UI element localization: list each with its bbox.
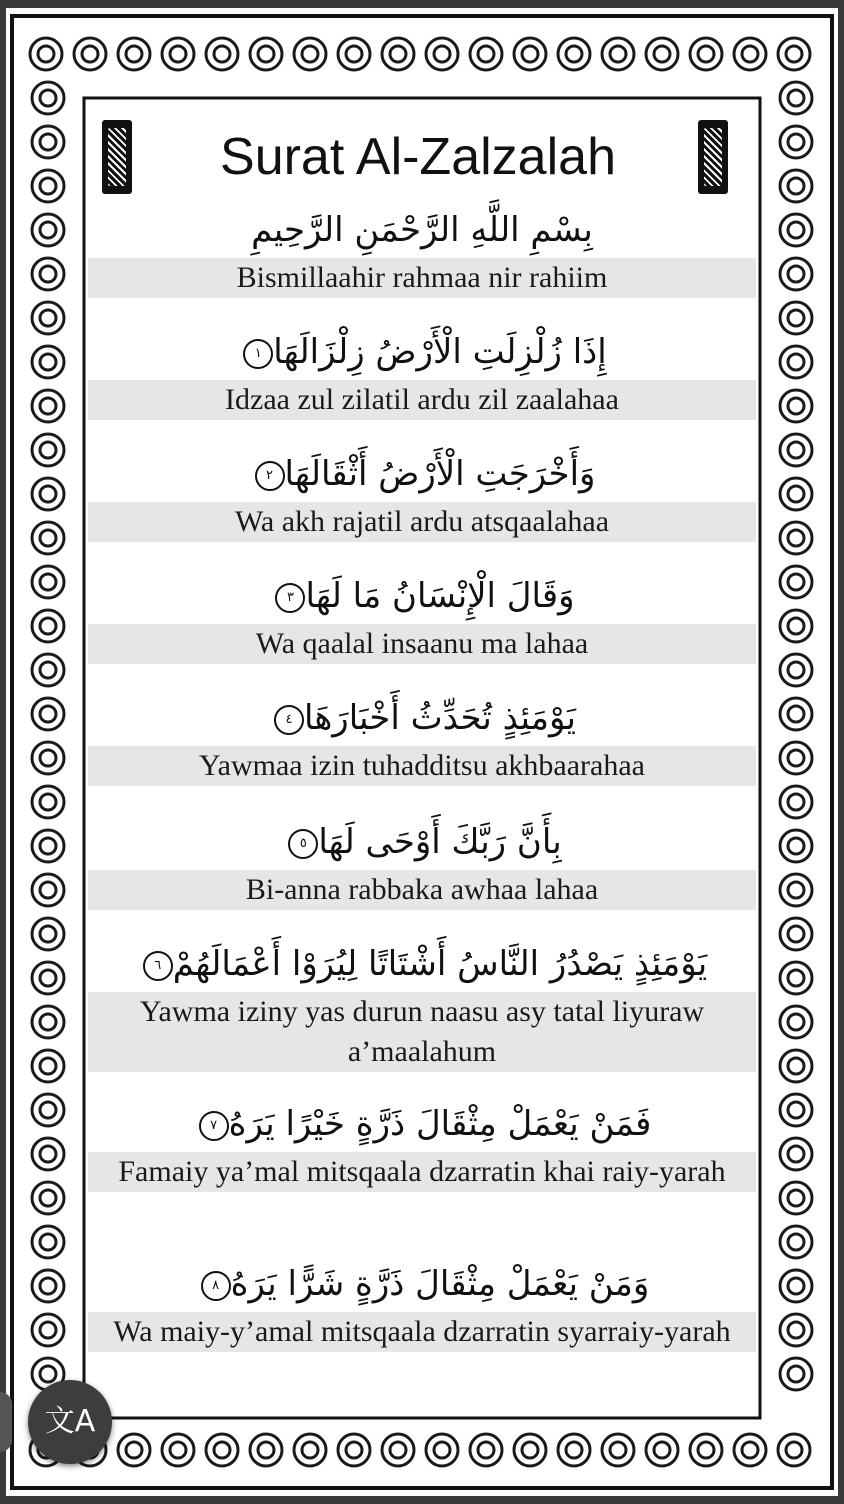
verse-number-marker: ٤	[274, 705, 304, 735]
arabic-line: فَمَنْ يَعْمَلْ مِثْقَالَ ذَرَّةٍ خَيْرًا يَرَهُ	[228, 1104, 652, 1144]
arabic-text	[88, 1256, 756, 1312]
transliteration: Famaiy ya’mal mitsqaala dzarratin khai raiy-yarah	[88, 1152, 756, 1192]
title-ornament-right	[698, 120, 728, 194]
title-row	[88, 114, 756, 198]
verse-number-marker: ٣	[275, 583, 305, 613]
arabic-line: وَمَنْ يَعْمَلْ مِثْقَالَ ذَرَّةٍ شَرًّا يَرَهُ	[230, 1264, 650, 1304]
transliteration: Bismillaahir rahmaa nir rahiim	[88, 258, 756, 298]
transliteration: Yawma iziny yas durun naasu asy tatal liyuraw a’maalahum	[88, 992, 756, 1072]
verse-number-marker: ٥	[288, 829, 318, 859]
verse-2	[88, 446, 756, 542]
translate-icon: 文A	[44, 1404, 96, 1439]
verse-number-marker: ٨	[201, 1271, 231, 1301]
surah-title: Surat Al-Zalzalah	[220, 128, 616, 186]
verse-7	[88, 1096, 756, 1192]
arabic-line: وَأَخْرَجَتِ الْأَرْضُ أَثْقَالَهَا	[284, 454, 596, 494]
arabic-text	[88, 814, 756, 870]
transliteration: Wa maiy-y’amal mitsqaala dzarratin syarraiy-yarah	[88, 1312, 756, 1352]
transliteration: Idzaa zul zilatil ardu zil zaalahaa	[88, 380, 756, 420]
arabic-text	[88, 324, 756, 380]
arabic-text	[88, 568, 756, 624]
transliteration: Yawmaa izin tuhadditsu akhbaarahaa	[88, 746, 756, 786]
arabic-line: إِذَا زُلْزِلَتِ الْأَرْضُ زِلْزَالَهَا	[273, 332, 607, 372]
title-ornament-left	[102, 120, 132, 194]
verse-6	[88, 936, 756, 1072]
edge-handle[interactable]	[0, 1392, 12, 1452]
surah-content	[88, 102, 756, 1414]
verse-number-marker: ١	[243, 339, 273, 369]
verse-number-marker: ٢	[255, 461, 285, 491]
verse-1	[88, 324, 756, 420]
arabic-text	[88, 446, 756, 502]
arabic-text	[88, 936, 756, 992]
verse-number-marker: ٧	[199, 1111, 229, 1141]
arabic-text	[88, 690, 756, 746]
transliteration: Wa qaalal insaanu ma lahaa	[88, 624, 756, 664]
verse-8	[88, 1256, 756, 1352]
verse-5	[88, 814, 756, 910]
verse-4	[88, 690, 756, 786]
arabic-text	[88, 1096, 756, 1152]
transliteration: Wa akh rajatil ardu atsqaalahaa	[88, 502, 756, 542]
verse-3	[88, 568, 756, 664]
arabic-line: وَقَالَ الْإِنْسَانُ مَا لَهَا	[305, 576, 575, 616]
transliteration: Bi-anna rabbaka awhaa lahaa	[88, 870, 756, 910]
arabic-text: بِسْمِ اللَّهِ الرَّحْمَنِ الرَّحِيمِ	[251, 210, 593, 250]
translate-button[interactable]	[28, 1380, 112, 1464]
arabic-line: يَوْمَئِذٍ تُحَدِّثُ أَخْبَارَهَا	[303, 698, 577, 738]
verse-number-marker: ٦	[143, 951, 173, 981]
verse-0	[88, 202, 756, 298]
arabic-line: يَوْمَئِذٍ يَصْدُرُ النَّاسُ أَشْتَاتًا لِيُرَوْا أَعْمَالَهُمْ	[172, 944, 708, 984]
arabic-line: بِأَنَّ رَبَّكَ أَوْحَى لَهَا	[318, 822, 562, 862]
